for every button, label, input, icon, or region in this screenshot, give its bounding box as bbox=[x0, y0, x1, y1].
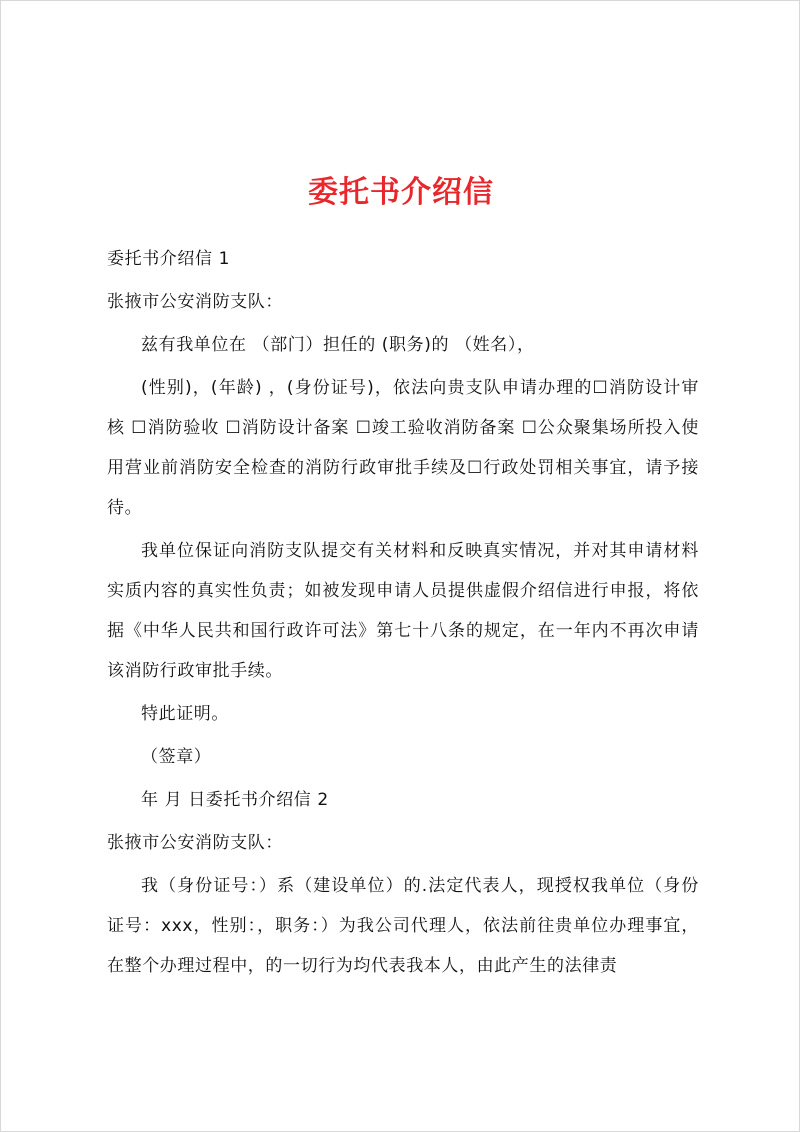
paragraph-date-heading-2: 年 月 日委托书介绍信 2 bbox=[141, 790, 329, 810]
paragraph-salutation-1: 张掖市公安消防支队： bbox=[107, 292, 283, 312]
paragraph-certify: 特此证明。 bbox=[141, 704, 229, 724]
document-body bbox=[107, 239, 699, 989]
paragraph-seal: （签章） bbox=[141, 747, 212, 767]
paragraph-heading-1: 委托书介绍信 1 bbox=[107, 249, 231, 269]
paragraph-intro: 兹有我单位在 （部门）担任的 (职务)的 （姓名）， bbox=[141, 335, 535, 355]
paragraph-guarantee: 我单位保证向消防支队提交有关材料和反映真实情况，并对其申请材料实质内容的真实性负责；如被发现申请人员提供虚假介绍信进行申报，将依据《中华人民共和国行政许可法》第七十八条的规定，在一年内不再次申请该消防行政审批手续。 bbox=[107, 541, 699, 681]
paragraph-request: (性别)，(年龄) ，(身份证号)，依法向贵支队申请办理的☐消防设计审核 ☐消防验收 ☐消防设计备案 ☐竣工验收消防备案 ☐公众聚集场所投入使用营业前消防安全检查的消防行政审批手续及☐行政处罚相关事宜，请予接待。 bbox=[107, 378, 699, 518]
paragraph-salutation-2: 张掖市公安消防支队： bbox=[107, 833, 283, 853]
document-title: 委托书介绍信 bbox=[308, 175, 494, 210]
paragraph-authorization: 我（身份证号：）系（建设单位）的.法定代表人，现授权我单位（身份证号：xxx，性别：，职务：）为我公司代理人，依法前往贵单位办理事宜，在整个办理过程中，的一切行为均代表我本人，由此产生的法律责 bbox=[107, 876, 699, 976]
